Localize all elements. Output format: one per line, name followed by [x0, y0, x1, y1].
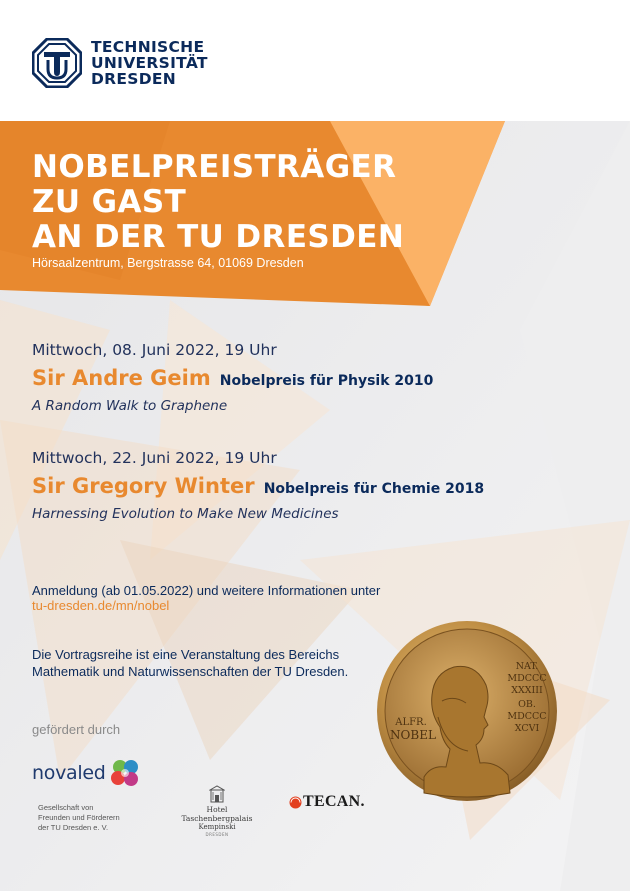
logo-line: DRESDEN — [91, 70, 177, 88]
event-date: Mittwoch, 22. Juni 2022, 19 Uhr — [32, 449, 277, 467]
speaker-prize: Nobelpreis für Physik 2010 — [219, 373, 434, 389]
medal-inscription-line: OB. — [518, 699, 536, 710]
medal-inscription-line: NAT. — [515, 661, 539, 672]
logo-line: TECHNISCHE — [91, 38, 205, 56]
novaled-logo — [32, 758, 142, 788]
medal-inscription-line: XCVI — [514, 723, 540, 734]
tu-dresden-emblem-icon — [32, 38, 82, 88]
headline-line: AN DER TU DRESDEN — [32, 219, 405, 255]
event-speaker-line — [32, 366, 433, 390]
kempinski-line: DRESDEN — [205, 832, 229, 837]
headline-line: ZU GAST — [32, 184, 187, 220]
speaker-name: Sir Gregory Winter — [32, 474, 255, 498]
talk-title: A Random Walk to Graphene — [32, 398, 228, 414]
novaled-flower-icon — [108, 758, 142, 788]
organizer-line: Mathematik und Naturwissenschaften der TU Dresden. — [32, 664, 349, 679]
registration-text: Anmeldung (ab 01.05.2022) und weitere Informationen unter — [32, 583, 381, 598]
tecan-dot-icon — [289, 796, 302, 809]
logo-line: UNIVERSITÄT — [91, 54, 208, 72]
palace-icon — [209, 785, 225, 803]
talk-title: Harnessing Evolution to Make New Medicines — [32, 506, 339, 522]
gff-logo — [38, 803, 120, 833]
gff-line: Gesellschaft von — [38, 803, 94, 812]
event-speaker-line — [32, 474, 484, 498]
venue-address: Hörsaalzentrum, Bergstrasse 64, 01069 Dresden — [32, 256, 304, 270]
tecan-logo — [289, 793, 365, 811]
medal-inscription-line: MDCCC — [507, 673, 547, 684]
headline — [32, 150, 404, 255]
organizer-text — [32, 646, 348, 680]
novaled-wordmark: novaled — [32, 762, 106, 784]
kempinski-logo — [172, 785, 262, 838]
nobel-medal — [376, 617, 558, 805]
event-date: Mittwoch, 08. Juni 2022, 19 Uhr — [32, 341, 277, 359]
medal-name-line: NOBEL — [390, 728, 436, 742]
speaker-name: Sir Andre Geim — [32, 366, 211, 390]
kempinski-line: Hotel Taschenbergpalais — [181, 805, 253, 823]
speaker-prize: Nobelpreis für Chemie 2018 — [263, 481, 485, 497]
registration-link[interactable]: tu-dresden.de/mn/nobel — [32, 598, 170, 613]
tecan-wordmark: TECAN. — [303, 793, 365, 810]
gff-line: der TU Dresden e. V. — [38, 823, 109, 832]
gff-line: Freunden und Förderern — [38, 813, 120, 822]
medal-inscription-line: MDCCC — [507, 711, 547, 722]
logo-wordmark — [91, 39, 208, 87]
tu-dresden-logo — [32, 38, 208, 88]
medal-name-line: ALFR. — [395, 717, 427, 728]
headline-line: NOBELPREISTRÄGER — [32, 149, 397, 185]
organizer-line: Die Vortragsreihe ist eine Veranstaltung des Bereichs — [32, 647, 340, 662]
medal-inscription-line: XXXIII — [511, 685, 543, 696]
kempinski-line: Kempinski — [198, 823, 236, 831]
sponsor-label: gefördert durch — [32, 722, 121, 737]
